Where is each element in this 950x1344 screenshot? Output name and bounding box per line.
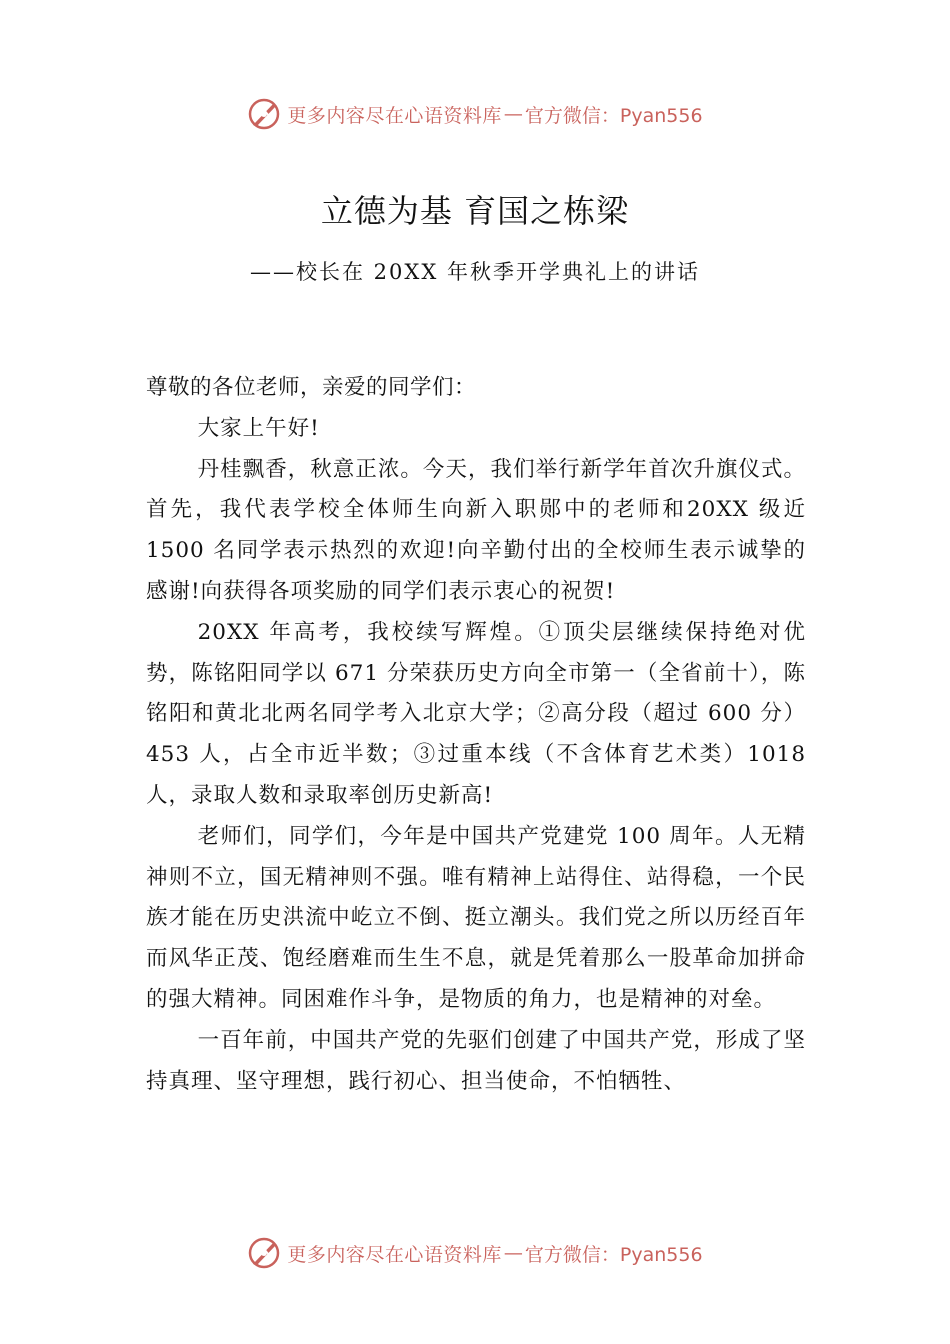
- header-watermark: [0, 94, 950, 134]
- watermark-separator: —: [503, 103, 523, 125]
- paragraph-greeting: 大家上午好!: [197, 415, 320, 441]
- salutation: 尊敬的各位老师，亲爱的同学们：: [146, 375, 477, 400]
- watermark-wechat-text: 官方微信：Pyan556: [524, 104, 703, 127]
- document-body: [146, 368, 806, 1102]
- document-title: 立德为基 育国之栋梁: [320, 192, 630, 230]
- watermark-wechat-text: 官方微信：Pyan556: [524, 1243, 703, 1266]
- watermark-separator: —: [503, 1242, 523, 1264]
- quill-logo-icon: [247, 97, 281, 131]
- document-subtitle: ——校长在 20XX 年秋季开学典礼上的讲话: [250, 260, 700, 284]
- paragraph-exam-results: 20XX 年高考，我校续写辉煌。①顶尖层继续保持绝对优势，陈铭阳同学以 671 分荣获历史方向全市第一（全省前十），陈铭阳和黄北北两名同学考入北京大学；②高分段（超过 600 分）453 人，占全市近半数；③过重本线（不含体育艺术类）1018 人，录取人数和录取率创历史新高!: [146, 619, 806, 808]
- watermark-main-text: 更多内容尽在心语资料库: [287, 104, 502, 127]
- quill-logo-icon: [247, 1236, 281, 1270]
- watermark-main-text: 更多内容尽在心语资料库: [287, 1243, 502, 1266]
- paragraph-party-spirit: 老师们，同学们，今年是中国共产党建党 100 周年。人无精神则不立，国无精神则不强。唯有精神上站得住、站得稳，一个民族才能在历史洪流中屹立不倒、挺立潮头。我们党之所以历经百年而风华正茂、饱经磨难而生生不息，就是凭着那么一股革命加拼命的强大精神。同困难作斗争，是物质的角力，也是精神的对垒。: [146, 823, 806, 1012]
- paragraph-history: 一百年前，中国共产党的先驱们创建了中国共产党，形成了坚持真理、坚守理想，践行初心、担当使命，不怕牺牲、: [146, 1027, 806, 1094]
- paragraph-welcome: 丹桂飘香，秋意正浓。今天，我们举行新学年首次升旗仪式。首先，我代表学校全体师生向新入职郧中的老师和20XX 级近 1500 名同学表示热烈的欢迎!向辛勤付出的全校师生表示诚挚的感谢!向获得各项奖励的同学们表示衷心的祝贺!: [146, 456, 806, 604]
- footer-watermark: [0, 1233, 950, 1273]
